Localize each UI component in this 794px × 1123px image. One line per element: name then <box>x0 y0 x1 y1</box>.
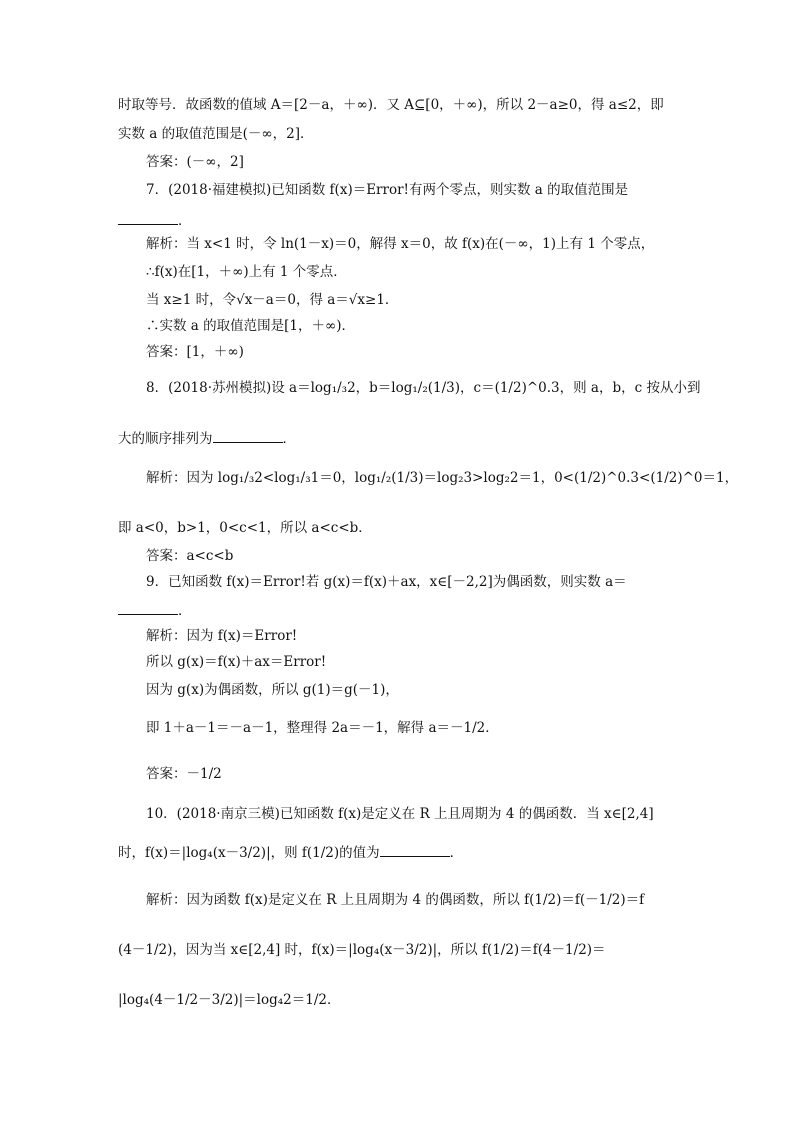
question-8: 8．(2018·苏州模拟)设 a＝log₁/₃2，b＝log₁/₂(1/3)，c＝(1/2)^0.3，则 a，b，c 按从小到 <box>146 380 701 396</box>
question-8-cont: 大的顺序排列为 ． <box>118 428 296 449</box>
question-10: 10．(2018·南京三模)已知函数 f(x)是定义在 R 上且周期为 4 的偶函数．当 x∈[2,4] <box>146 806 654 822</box>
answer-line: 答案：(－∞，2] <box>146 154 244 170</box>
solution-line: (4－1/2)，因为当 x∈[2,4] 时，f(x)＝|log₄(x－3/2)|，所以 f(1/2)＝f(4－1/2)＝ <box>118 942 606 958</box>
solution-line: 解析：当 x<1 时，令 ln(1－x)＝0，解得 x＝0，故 f(x)在(－∞，1)上有 1 个零点， <box>146 236 655 252</box>
solution-line: 所以 g(x)＝f(x)＋ax＝Error! <box>146 654 327 670</box>
solution-line: |log₄(4－1/2－3/2)|＝log₄2＝1/2． <box>118 992 341 1008</box>
solution-line: ∴实数 a 的取值范围是[1，＋∞)． <box>146 318 355 334</box>
solution-line: 因为 g(x)为偶函数，所以 g(1)＝g(－1)， <box>146 682 399 698</box>
answer-line: 答案：－1/2 <box>146 766 222 782</box>
solution-line: 解析：因为 log₁/₃2<log₁/₃1＝0，log₁/₂(1/3)＝log₂3>log₂2＝1，0<(1/2)^0.3<(1/2)^0＝1， <box>146 470 739 486</box>
solution-line: 解析：因为 f(x)＝Error! <box>146 628 298 644</box>
question-9: 9．已知函数 f(x)＝Error!若 g(x)＝f(x)＋ax，x∈[－2,2]为偶函数，则实数 a＝ <box>146 574 627 590</box>
question-10-text: 时，f(x)＝|log₄(x－3/2)|，则 f(1/2)的值为 <box>118 845 380 861</box>
text-line: 时取等号．故函数的值域 A＝[2－a，＋∞)．又 A⊆[0，＋∞)，所以 2－a≥0，得 a≤2，即 <box>118 97 664 113</box>
solution-line: 即 1＋a－1＝－a－1，整理得 2a＝－1，解得 a＝－1/2． <box>146 720 499 736</box>
solution-line: ∴f(x)在[1，＋∞)上有 1 个零点． <box>146 264 347 280</box>
question-8-text: 大的顺序排列为 <box>118 431 213 447</box>
answer-blank: ． <box>118 600 192 621</box>
solution-line: 解析：因为函数 f(x)是定义在 R 上且周期为 4 的偶函数，所以 f(1/2)＝f(－1/2)＝f <box>146 892 645 908</box>
question-10-cont: 时，f(x)＝|log₄(x－3/2)|，则 f(1/2)的值为 ． <box>118 842 463 863</box>
answer-blank: ． <box>118 210 192 231</box>
answer-line: 答案：[1，＋∞) <box>146 344 244 360</box>
answer-line: 答案：a<c<b <box>146 548 234 564</box>
solution-line: 即 a<0，b>1，0<c<1，所以 a<c<b． <box>118 520 372 536</box>
question-7: 7．(2018·福建模拟)已知函数 f(x)＝Error!有两个零点，则实数 a 的取值范围是 <box>146 182 629 198</box>
solution-line: 当 x≥1 时，令√x－a＝0，得 a＝√x≥1． <box>146 292 399 308</box>
text-line: 实数 a 的取值范围是(－∞，2]． <box>118 126 314 142</box>
